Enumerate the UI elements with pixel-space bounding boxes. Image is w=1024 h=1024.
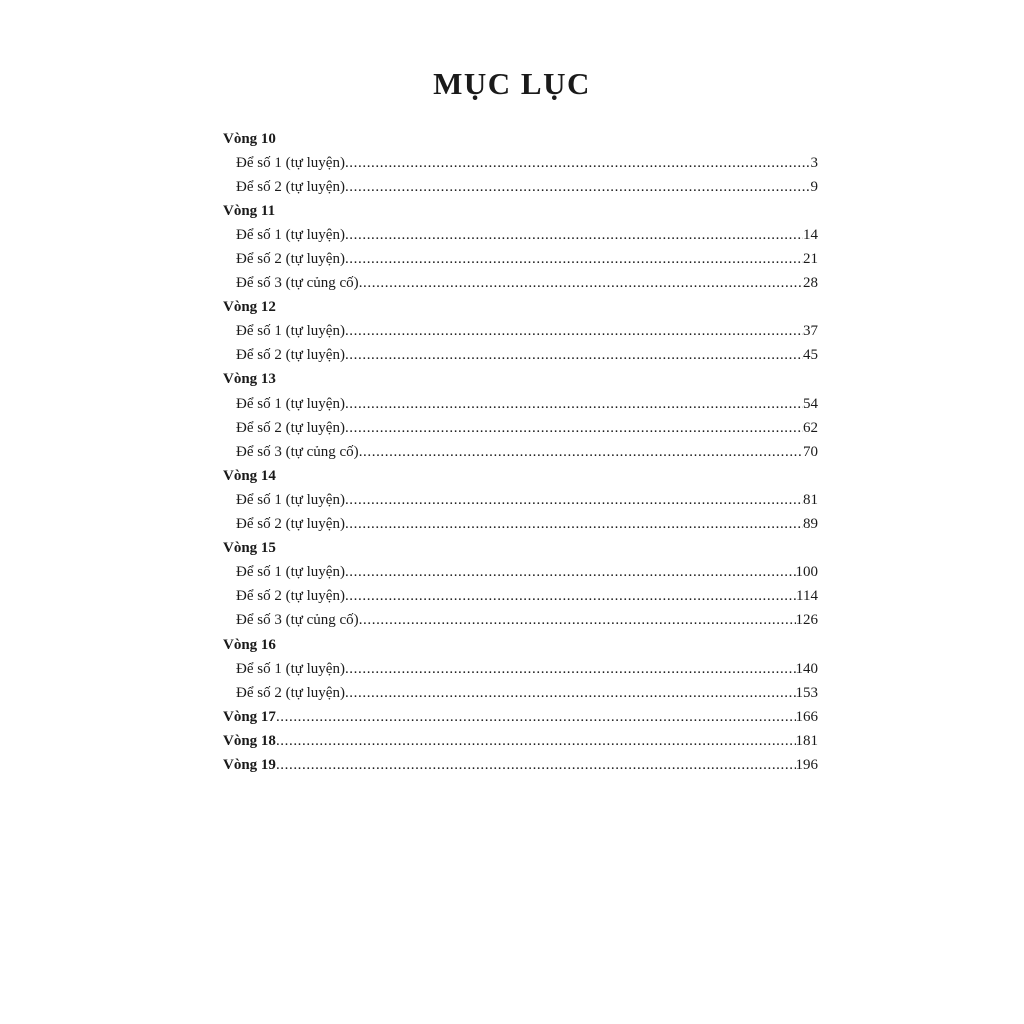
toc-page-number: 140: [795, 660, 818, 677]
toc-section-heading[interactable]: [223, 633, 818, 657]
toc-entry[interactable]: [223, 681, 818, 705]
table-of-contents: [223, 127, 818, 778]
toc-page-number: 126: [795, 612, 818, 629]
toc-entry-label: Vòng 10: [223, 130, 276, 147]
toc-entry-label: Để số 2 (tự luyện): [236, 178, 345, 195]
toc-entry-label: Vòng 12: [223, 299, 276, 316]
toc-entry-label: Vòng 16: [223, 636, 276, 653]
toc-entry[interactable]: [223, 561, 818, 585]
dot-leader: [345, 347, 803, 364]
toc-page-number: 28: [803, 275, 818, 292]
dot-leader: [345, 516, 803, 533]
toc-entry[interactable]: [223, 609, 818, 633]
toc-entry-label: Để số 3 (tự củng cố): [236, 443, 359, 460]
toc-entry-label: Vòng 13: [223, 371, 276, 388]
toc-entry[interactable]: [223, 585, 818, 609]
dot-leader: [359, 275, 803, 292]
toc-entry[interactable]: [223, 247, 818, 271]
toc-entry[interactable]: [223, 440, 818, 464]
toc-entry-label: Vòng 18: [223, 732, 276, 749]
toc-section-heading[interactable]: [223, 464, 818, 488]
toc-entry-label: Để số 2 (tự luyện): [236, 684, 345, 701]
toc-entry-label: Để số 1 (tự luyện): [236, 564, 345, 581]
toc-page-number: 21: [803, 251, 818, 268]
dot-leader: [345, 564, 796, 581]
toc-page-number: 181: [795, 732, 818, 749]
dot-leader: [345, 227, 803, 244]
toc-section-heading[interactable]: [223, 199, 818, 223]
dot-leader: [345, 420, 803, 437]
toc-entry-label: Để số 2 (tự luyện): [236, 516, 345, 533]
toc-page-number: 89: [803, 516, 818, 533]
dot-leader: [345, 685, 796, 702]
dot-leader: [345, 155, 811, 172]
toc-entry-label: Vòng 11: [223, 202, 276, 219]
dot-leader: [345, 661, 796, 678]
toc-page-number: 166: [795, 708, 818, 725]
toc-entry[interactable]: [223, 344, 818, 368]
toc-page-number: 54: [803, 395, 818, 412]
toc-entry[interactable]: [223, 657, 818, 681]
toc-section-heading[interactable]: [223, 368, 818, 392]
toc-entry-label: Để số 1 (tự luyện): [236, 323, 345, 340]
toc-entry-label: Để số 2 (tự luyện): [236, 347, 345, 364]
toc-entry-label: Để số 3 (tự củng cố): [236, 612, 359, 629]
toc-entry[interactable]: [223, 392, 818, 416]
dot-leader: [345, 251, 803, 268]
toc-entry-label: Để số 3 (tự củng cố): [236, 275, 359, 292]
dot-leader: [345, 492, 803, 509]
toc-entry-label: Vòng 19: [223, 756, 276, 773]
toc-entry-label: Để số 2 (tự luyện): [236, 588, 345, 605]
toc-section-heading[interactable]: [223, 729, 818, 753]
toc-page-number: 9: [810, 178, 818, 195]
toc-entry-label: Để số 1 (tự luyện): [236, 660, 345, 677]
page-title: MỤC LỤC: [433, 66, 591, 101]
toc-page-number: 100: [795, 564, 818, 581]
dot-leader: [276, 757, 796, 774]
toc-page-number: 3: [810, 154, 818, 171]
toc-entry-label: Vòng 17: [223, 708, 276, 725]
toc-entry-label: Để số 2 (tự luyện): [236, 251, 345, 268]
toc-entry-label: Để số 1 (tự luyện): [236, 154, 345, 171]
dot-leader: [345, 323, 803, 340]
toc-page-number: 14: [803, 226, 818, 243]
toc-entry[interactable]: [223, 223, 818, 247]
toc-entry[interactable]: [223, 272, 818, 296]
toc-entry[interactable]: [223, 416, 818, 440]
toc-page-number: 62: [803, 419, 818, 436]
dot-leader: [345, 179, 811, 196]
toc-entry-label: Vòng 14: [223, 467, 276, 484]
toc-entry[interactable]: [223, 488, 818, 512]
toc-page-number: 70: [803, 443, 818, 460]
toc-section-heading[interactable]: [223, 296, 818, 320]
toc-page-number: 153: [795, 684, 818, 701]
toc-page-number: 81: [803, 491, 818, 508]
toc-page-number: 37: [803, 323, 818, 340]
dot-leader: [345, 588, 796, 605]
toc-entry-label: Để số 1 (tự luyện): [236, 395, 345, 412]
toc-section-heading[interactable]: [223, 127, 818, 151]
toc-entry-label: Vòng 15: [223, 540, 276, 557]
toc-section-heading[interactable]: [223, 705, 818, 729]
toc-entry-label: Để số 1 (tự luyện): [236, 491, 345, 508]
toc-page-number: 196: [795, 756, 818, 773]
dot-leader: [345, 396, 803, 413]
toc-entry-label: Để số 1 (tự luyện): [236, 226, 345, 243]
toc-entry[interactable]: [223, 513, 818, 537]
toc-section-heading[interactable]: [223, 537, 818, 561]
dot-leader: [359, 444, 803, 461]
toc-entry-label: Để số 2 (tự luyện): [236, 419, 345, 436]
dot-leader: [276, 709, 796, 726]
toc-entry[interactable]: [223, 151, 818, 175]
dot-leader: [276, 733, 796, 750]
toc-page-number: 45: [803, 347, 818, 364]
toc-entry[interactable]: [223, 320, 818, 344]
toc-section-heading[interactable]: [223, 753, 818, 777]
dot-leader: [359, 612, 796, 629]
toc-page-number: 114: [796, 588, 818, 605]
toc-entry[interactable]: [223, 175, 818, 199]
